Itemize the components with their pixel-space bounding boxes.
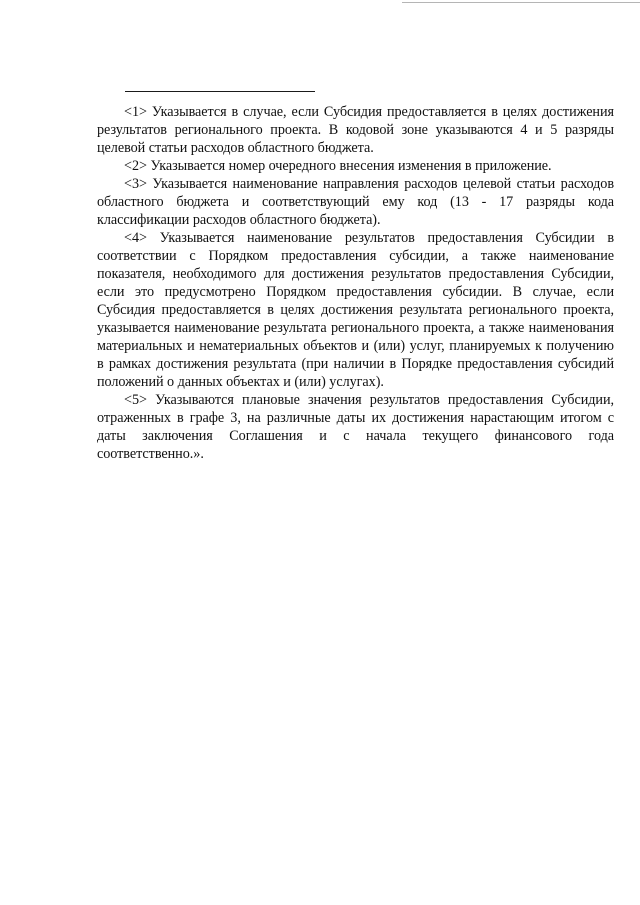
footnotes-section bbox=[97, 103, 614, 463]
footnote-1: <1> Указывается в случае, если Субсидия предоставляется в целях достижения результатов регионального проекта. В кодовой зоне указываются 4 и 5 разряды целевой статьи расходов областного бюджета. bbox=[97, 104, 614, 156]
footnote-2: <2> Указывается номер очередного внесения изменения в приложение. bbox=[124, 158, 552, 174]
footnote-4: <4> Указывается наименование результатов предоставления Субсидии в соответствии с Порядком предоставления субсидии, а также наименование показателя, необходимого для достижения результатов предоставления Субсидии, если это предусмотрено Порядком предоставления субсидии. В случае, если Субсидия предоставляется в целях достижения результата регионального проекта, указывается наименование результата регионального проекта, а также наименования материальных и нематериальных объектов и (или) услуг, планируемых к получению в рамках достижения результата (при наличии в Порядке предоставления субсидий положений о данных объектах и (или) услугах). bbox=[97, 230, 614, 390]
footnote-5: <5> Указываются плановые значения результатов предоставления Субсидии, отраженных в графе 3, на различные даты их достижения нарастающим итогом с даты заключения Соглашения и с начала текущего финансового года соответственно.». bbox=[97, 392, 614, 462]
footnote-separator-rule bbox=[125, 91, 315, 92]
top-edge-line bbox=[402, 2, 640, 3]
footnote-3: <3> Указывается наименование направления расходов целевой статьи расходов областного бюджета и соответствующий ему код (13 - 17 разряды кода классификации расходов областного бюджета). bbox=[97, 176, 614, 228]
